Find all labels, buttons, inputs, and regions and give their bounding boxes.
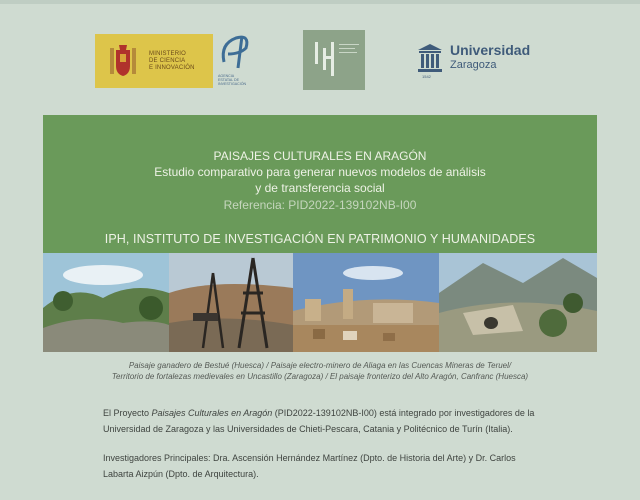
photo-uncastillo: [293, 253, 439, 352]
caption-line1: Paisaje ganadero de Bestué (Huesca) / Paisaje electro-minero de Aliaga en las Cuencas Mineras de Teruel/: [128, 361, 512, 370]
iph-logo: [303, 30, 365, 90]
ministry-line3: E INNOVACIÓN: [149, 65, 195, 71]
top-bar: [0, 0, 640, 4]
ministry-name: [149, 51, 195, 72]
project-subtitle-1: Estudio comparativo para generar nuevos modelos de análisis: [154, 165, 486, 179]
description-body: (PID2022-139102NB-I00) está integrado por investigadores de la Universidad de Zaragoza y las Universidades de Chieti-Pescara, Catania y Politécnico de Turín (Italia).: [103, 408, 535, 434]
landscape-photo-strip: [43, 253, 597, 352]
photo-bestue: [43, 253, 169, 352]
project-banner: [43, 115, 597, 254]
university-name: Universidad: [450, 42, 531, 58]
caption-line2: Territorio de fortalezas medievales en Uncastillo (Zaragoza) / El paisaje fronterizo del Alto Aragón, Canfranc (Huesca): [111, 372, 529, 381]
university-logo: [414, 42, 554, 86]
iph-mark-icon: [303, 30, 365, 90]
project-description: [103, 405, 543, 437]
agency-line2: ESTATAL DE: [218, 78, 240, 82]
description-intro: El Proyecto: [103, 408, 152, 418]
principal-investigators: Investigadores Principales: Dra. Ascensión Hernández Martínez (Dpto. de Historia del Arte) y Dr. Carlos Labarta Aizpún (Dpto. de Arquitectura).: [103, 453, 516, 479]
university-year: 1542: [422, 74, 431, 79]
coat-of-arms-icon: [107, 42, 139, 80]
ministry-line2: DE CIENCIA: [149, 58, 186, 64]
project-reference: Referencia: PID2022-139102NB-I00: [223, 198, 417, 212]
agency-name: [218, 74, 258, 86]
project-title: PAISAJES CULTURALES EN ARAGÓN: [213, 149, 427, 163]
university-building-icon: [416, 42, 444, 74]
agency-logo: [216, 32, 258, 90]
project-subtitle-2: y de transferencia social: [255, 181, 385, 195]
agency-e-icon: [216, 32, 258, 72]
agency-line3: INVESTIGACIÓN: [218, 82, 247, 86]
photo-aliaga: [169, 253, 293, 352]
logo-strip: [0, 30, 640, 92]
photo-canfranc: [439, 253, 597, 352]
ministry-line1: MINISTERIO: [149, 51, 187, 57]
project-name-italic: Paisajes Culturales en Aragón: [151, 408, 273, 418]
university-city: Zaragoza: [450, 59, 497, 71]
institute-name: IPH, INSTITUTO DE INVESTIGACIÓN EN PATRIMONIO Y HUMANIDADES: [104, 232, 536, 246]
photo-caption: [0, 360, 640, 382]
agency-line1: AGENCIA: [218, 74, 235, 78]
ministry-logo: [95, 34, 213, 88]
